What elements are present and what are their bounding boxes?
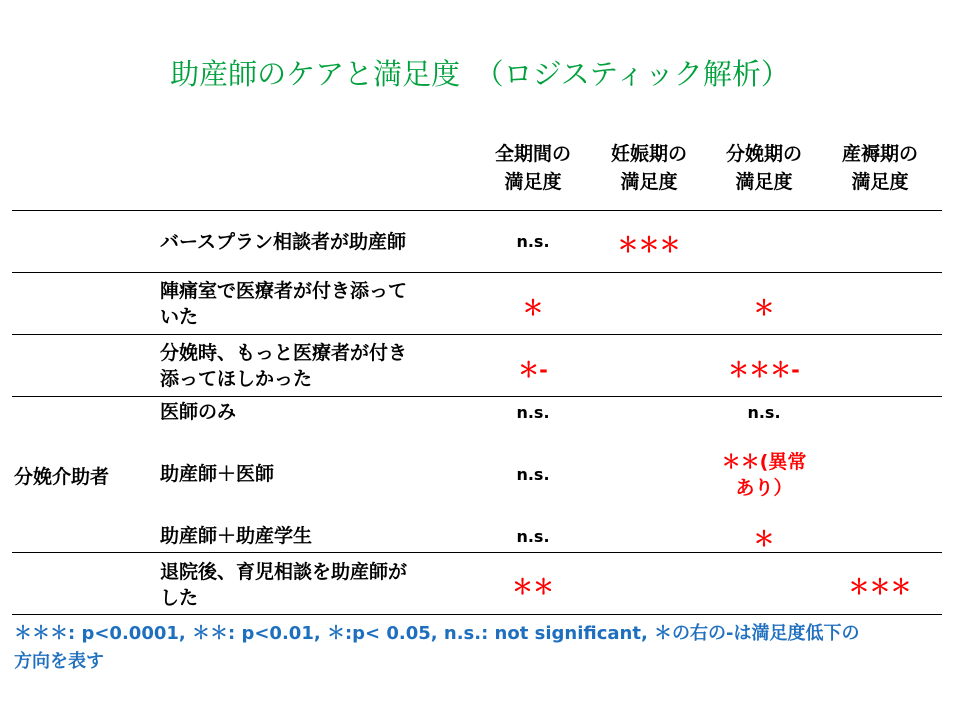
row-label-more-attendance — [160, 340, 480, 392]
row-label-line1: 陣痛室で医療者が付き添って — [160, 280, 408, 302]
table-rule — [12, 334, 942, 335]
row-label-post-discharge — [160, 559, 480, 611]
row-label-midwife-student — [160, 523, 480, 549]
cell-total: n.s. — [516, 465, 550, 484]
column-header-line2: 満足度 — [620, 171, 678, 193]
cell-delivery: ＊ — [753, 296, 775, 320]
group-label-birth-attendant: 分娩介助者 — [14, 466, 110, 488]
row-label-line2: した — [160, 587, 199, 609]
cell-total: n.s. — [516, 232, 550, 251]
column-header-line1: 妊娠期の — [610, 143, 687, 165]
cell-total: ＊- — [518, 358, 548, 382]
cell-total: n.s. — [516, 403, 550, 422]
column-header-line2: 満足度 — [735, 171, 793, 193]
table-rule — [12, 614, 942, 615]
column-header-line2: 満足度 — [851, 171, 909, 193]
cell-delivery: n.s. — [747, 403, 781, 422]
column-header-line1: 産褥期の — [841, 143, 918, 165]
row-label-line1: 助産師＋医師 — [160, 463, 275, 485]
footnote — [14, 620, 944, 676]
cell-total: n.s. — [516, 527, 550, 546]
cell-pregnancy: ＊＊＊ — [617, 233, 681, 257]
row-label-line1: 助産師＋助産学生 — [160, 525, 313, 547]
column-header-total — [475, 140, 591, 196]
cell-delivery: ＊＊＊- — [728, 358, 800, 382]
cell-total: ＊ — [522, 296, 544, 320]
footnote-line2: 方向を表す — [14, 651, 104, 672]
table-rule — [12, 396, 942, 397]
slide-title: 助産師のケアと満足度 （ロジスティック解析） — [170, 57, 790, 91]
row-label-birth-plan — [160, 229, 480, 255]
row-label-line1: 医師のみ — [160, 401, 237, 423]
column-header-line1: 分娩期の — [725, 143, 802, 165]
footnote-line1: ＊＊＊: p<0.0001, ＊＊: p<0.01, ＊:p< 0.05, n.s.: not significant, ＊の右の-は満足度低下の — [14, 623, 860, 644]
row-label-line1: 退院後、育児相談を助産師が — [160, 561, 408, 583]
row-label-midwife-doctor — [160, 461, 480, 487]
row-label-doctor-only — [160, 399, 480, 425]
row-label-line2: いた — [160, 306, 199, 328]
table-rule — [12, 272, 942, 273]
column-header-line2: 満足度 — [504, 171, 562, 193]
row-label-line2: 添ってほしかった — [160, 368, 313, 390]
table-rule — [12, 210, 942, 211]
row-label-line1: 分娩時、もっと医療者が付き — [160, 342, 408, 364]
cell-delivery-line2: あり） — [735, 477, 793, 499]
row-label-labor-room — [160, 278, 480, 330]
row-label-line1: バースプラン相談者が助産師 — [160, 231, 407, 253]
column-header-postpartum — [822, 140, 938, 196]
cell-postpartum: ＊＊＊ — [848, 575, 912, 599]
column-header-delivery — [706, 140, 822, 196]
cell-delivery — [704, 449, 824, 501]
cell-total: ＊＊ — [512, 575, 554, 599]
column-header-line1: 全期間の — [494, 143, 571, 165]
cell-delivery: ＊ — [753, 527, 775, 551]
column-header-pregnancy — [591, 140, 707, 196]
cell-delivery-line1: ＊＊(異常 — [721, 451, 807, 473]
